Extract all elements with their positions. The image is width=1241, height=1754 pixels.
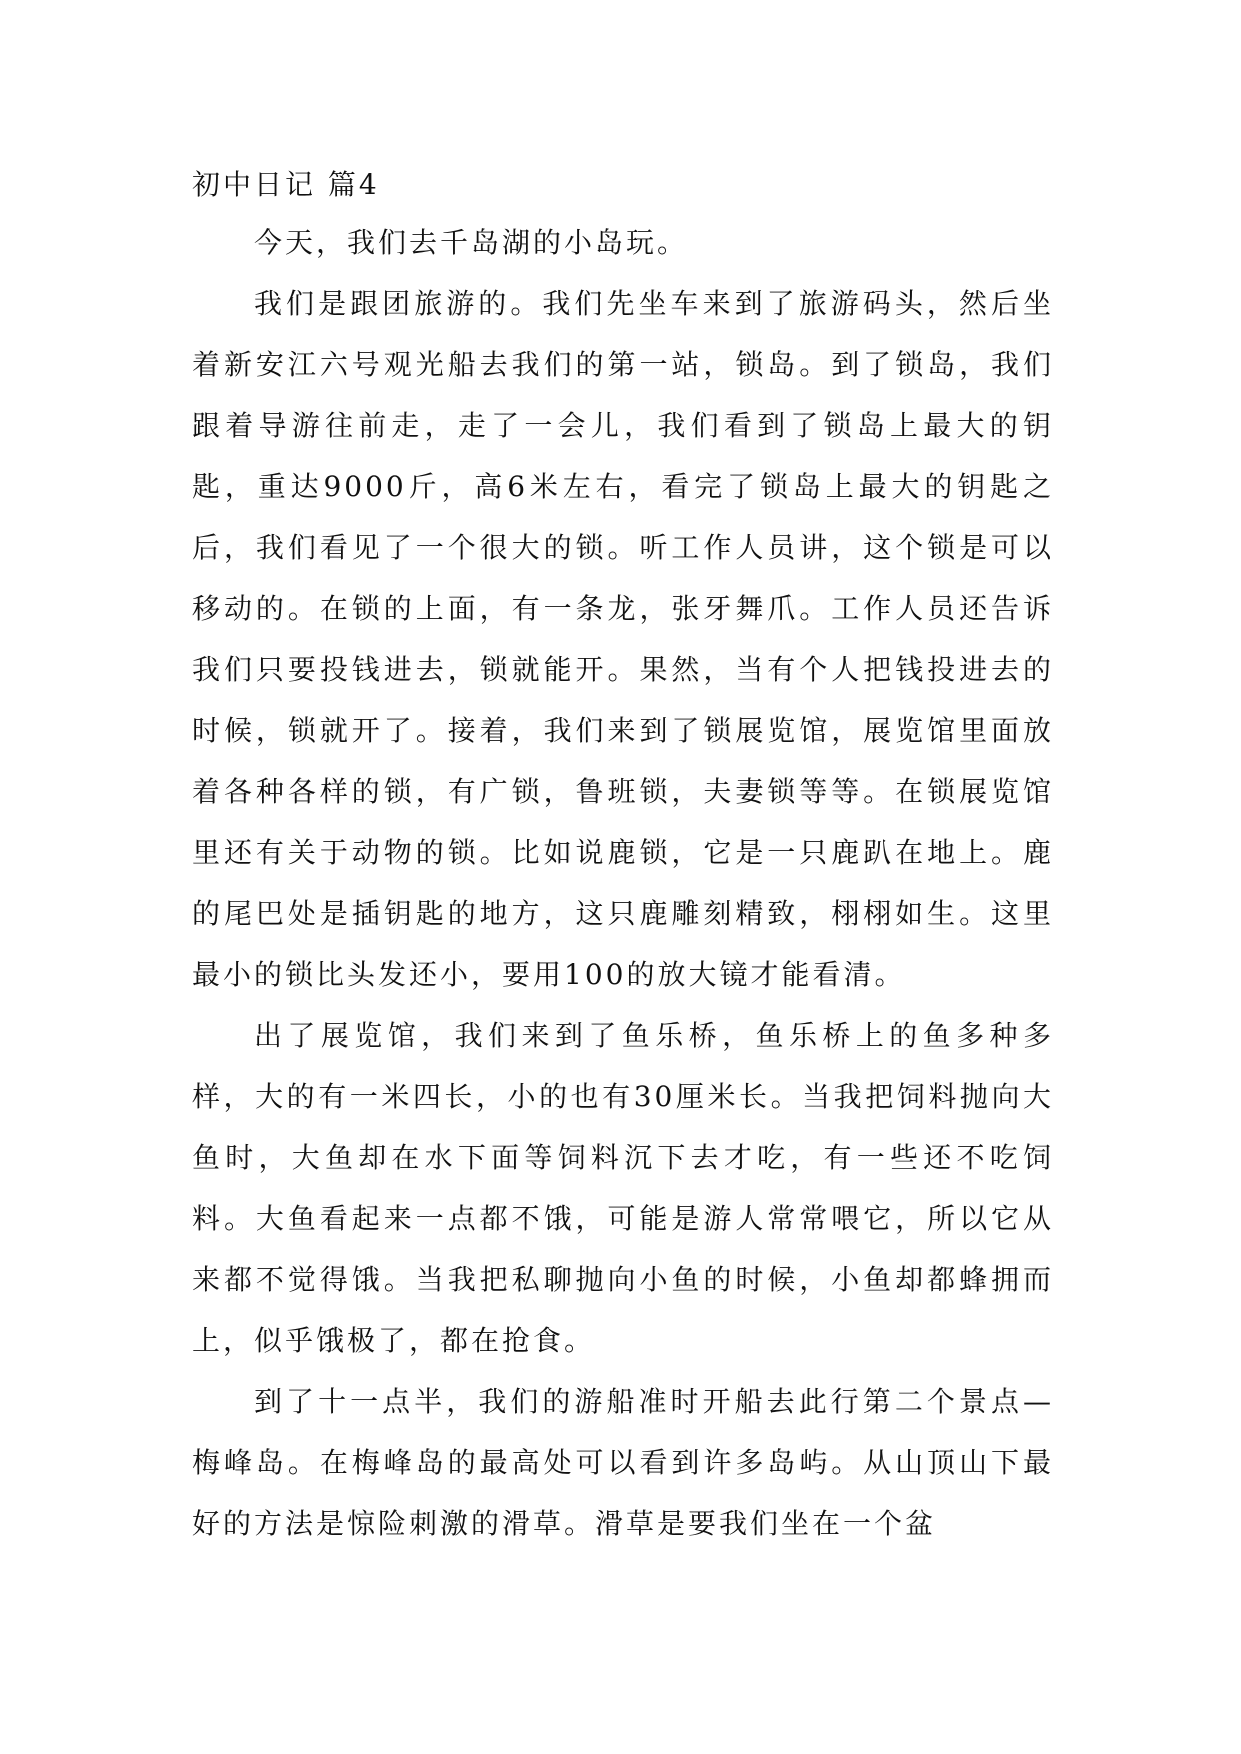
paragraph-1: 今天，我们去千岛湖的小岛玩。 [254, 226, 689, 259]
paragraph-2: 我们是跟团旅游的。我们先坐车来到了旅游码头，然后坐着新安江六号观光船去我们的第一站，锁岛。到了锁岛，我们跟着导游往前走，走了一会儿，我们看到了锁岛上最大的钥匙，重达9000斤，高6米左右，看完了锁岛上最大的钥匙之后，我们看见了一个很大的锁。听工作人员讲，这个锁是可以移动的。在锁的上面，有一条龙，张牙舞爪。工作人员还告诉我们只要投钱进去，锁就能开。果然，当有个人把钱投进去的时候，锁就开了。接着，我们来到了锁展览馆，展览馆里面放着各种各样的锁，有广锁，鲁班锁，夫妻锁等等。在锁展览馆里还有关于动物的锁。比如说鹿锁，它是一只鹿趴在地上。鹿的尾巴处是插钥匙的地方，这只鹿雕刻精致，栩栩如生。这里最小的锁比头发还小，要用100的放大镜才能看清。 [192, 287, 1054, 991]
paragraph-3: 出了展览馆，我们来到了鱼乐桥，鱼乐桥上的鱼多种多样，大的有一米四长，小的也有30厘米长。当我把饲料抛向大鱼时，大鱼却在水下面等饲料沉下去才吃，有一些还不吃饲料。大鱼看起来一点都不饿，可能是游人常常喂它，所以它从来都不觉得饿。当我把私聊抛向小鱼的时候，小鱼却都蜂拥而上，似乎饿极了，都在抢食。 [192, 1019, 1054, 1357]
paragraph-4: 到了十一点半，我们的游船准时开船去此行第二个景点—梅峰岛。在梅峰岛的最高处可以看到许多岛屿。从山顶山下最好的方法是惊险刺激的滑草。滑草是要我们坐在一个盆 [192, 1385, 1054, 1540]
document-body [192, 158, 1054, 1554]
document-title: 初中日记 篇4 [192, 168, 380, 201]
